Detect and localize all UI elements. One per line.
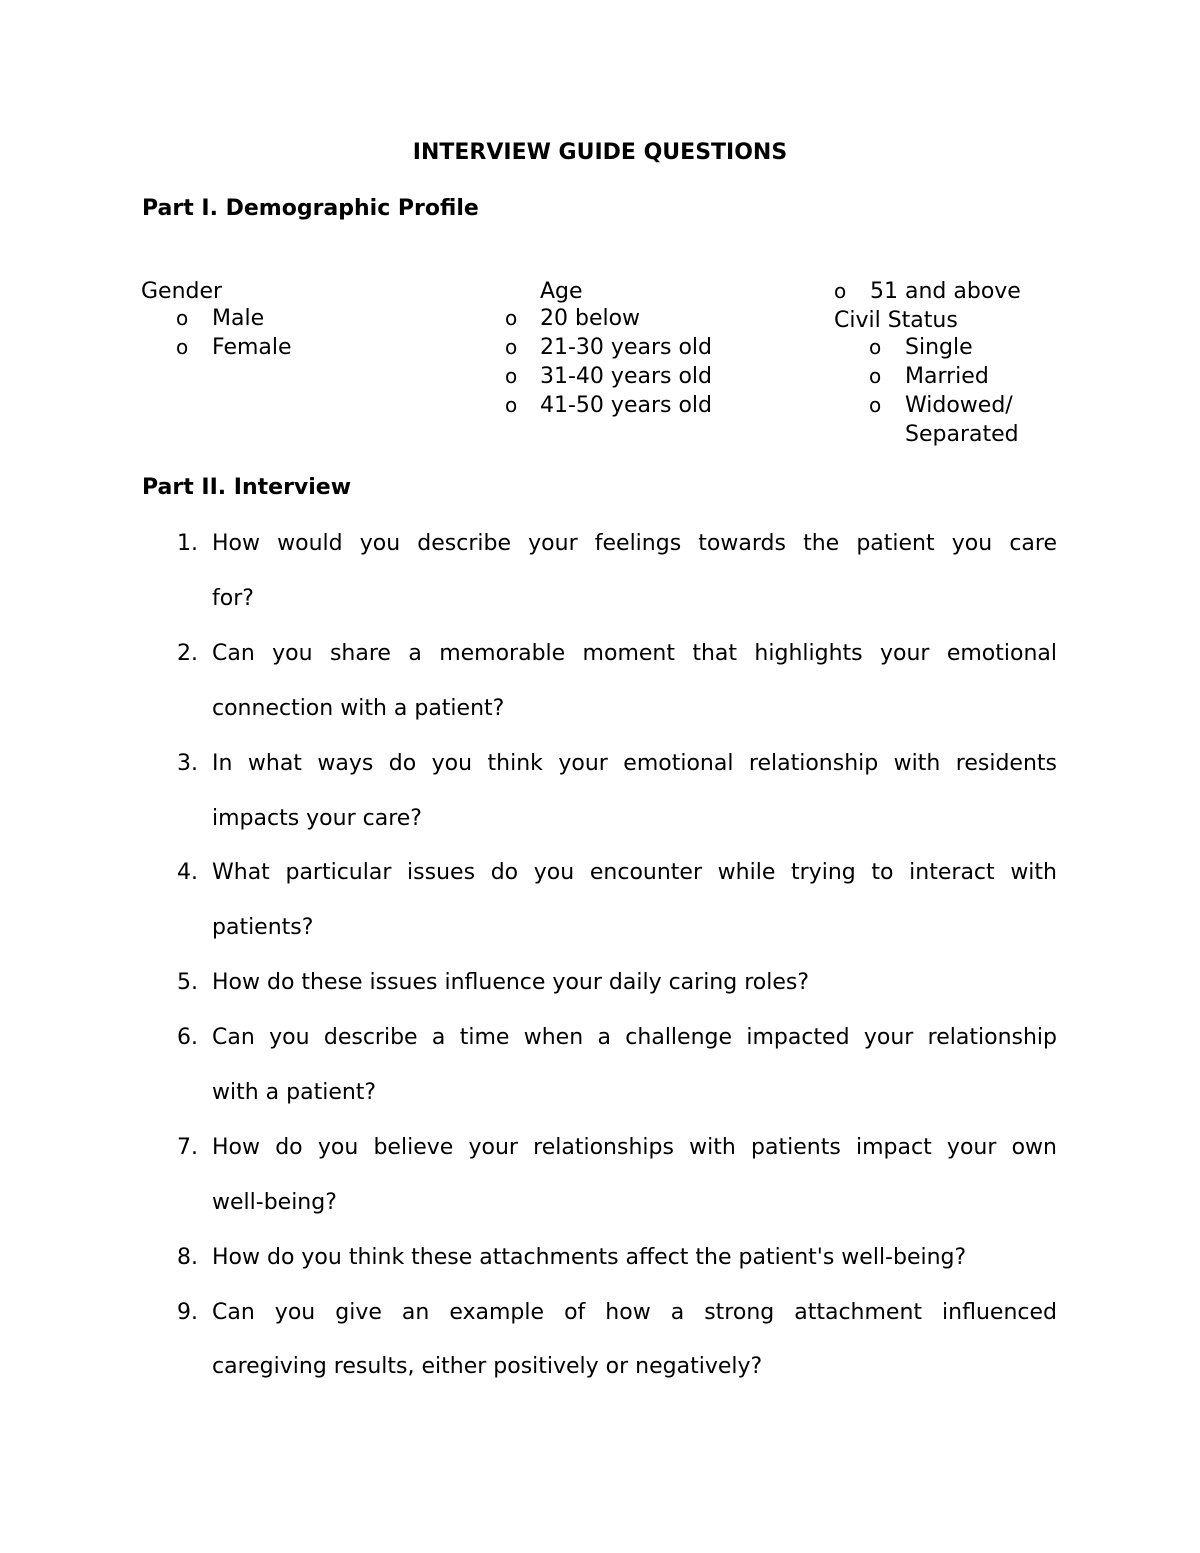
page-title: INTERVIEW GUIDE QUESTIONS: [412, 140, 788, 165]
age-option: 21-30 years old: [540, 335, 712, 360]
part2-heading: Part II. Interview: [142, 475, 352, 500]
question-text: How do you believe your relationships with patients impact your own: [212, 1135, 1057, 1160]
civil-status-option: Single: [905, 335, 973, 360]
question-text-continued: for?: [212, 586, 254, 611]
civil-status-option: Married: [905, 364, 989, 389]
civil-status-option: Widowed/: [905, 393, 1013, 418]
question-text-continued: caregiving results, either positively or negatively?: [212, 1354, 763, 1379]
question-text: Can you give an example of how a strong attachment influenced: [212, 1300, 1057, 1325]
question-text: How would you describe your feelings towards the patient you care: [212, 531, 1057, 556]
bullet-icon: o: [505, 306, 518, 330]
bullet-icon: o: [869, 393, 882, 417]
age-option: 31-40 years old: [540, 364, 712, 389]
question-number: 6.: [177, 1025, 198, 1050]
gender-label: Gender: [141, 279, 223, 304]
age-option: 20 below: [540, 306, 641, 331]
question-number: 4.: [177, 860, 198, 885]
question-number: 7.: [177, 1135, 198, 1160]
question-text: Can you share a memorable moment that highlights your emotional: [212, 641, 1057, 666]
question-text: What particular issues do you encounter while trying to interact with: [212, 860, 1057, 885]
question-text: How do you think these attachments affect the patient's well-being?: [212, 1245, 967, 1270]
gender-option-male: Male: [212, 306, 265, 331]
question-text-continued: with a patient?: [212, 1080, 377, 1105]
question-text: In what ways do you think your emotional relationship with residents: [212, 751, 1057, 776]
bullet-icon: o: [505, 335, 518, 359]
gender-option-female: Female: [212, 335, 292, 360]
bullet-icon: o: [176, 306, 189, 330]
question-text-continued: connection with a patient?: [212, 696, 505, 721]
civil-status-option-continued: Separated: [905, 422, 1019, 447]
bullet-icon: o: [834, 279, 847, 303]
bullet-icon: o: [869, 364, 882, 388]
age-label: Age: [540, 279, 583, 304]
question-number: 2.: [177, 641, 198, 666]
question-text-continued: well-being?: [212, 1190, 337, 1215]
age-option: 41-50 years old: [540, 393, 712, 418]
question-number: 9.: [177, 1300, 198, 1325]
question-text: Can you describe a time when a challenge impacted your relationship: [212, 1025, 1057, 1050]
question-number: 5.: [177, 970, 198, 995]
bullet-icon: o: [869, 335, 882, 359]
question-text-continued: patients?: [212, 915, 314, 940]
bullet-icon: o: [505, 393, 518, 417]
question-number: 3.: [177, 751, 198, 776]
bullet-icon: o: [505, 364, 518, 388]
question-number: 8.: [177, 1245, 198, 1270]
question-text: How do these issues influence your daily caring roles?: [212, 970, 810, 995]
civil-status-label: Civil Status: [834, 308, 958, 333]
age-option: 51 and above: [870, 279, 1021, 304]
question-number: 1.: [177, 531, 198, 556]
question-text-continued: impacts your care?: [212, 806, 422, 831]
part1-heading: Part I. Demographic Profile: [142, 196, 479, 221]
bullet-icon: o: [176, 335, 189, 359]
